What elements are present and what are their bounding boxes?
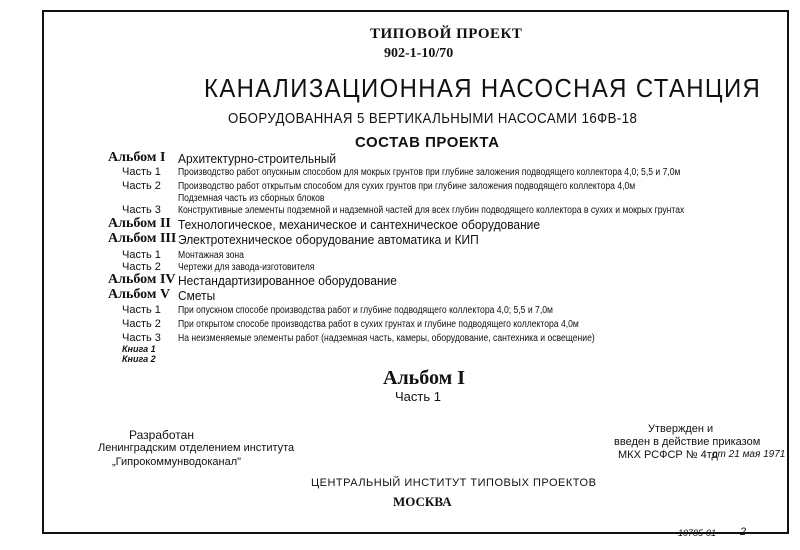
project-type: ТИПОВОЙ ПРОЕКТ xyxy=(370,26,523,42)
current-album: Альбом I xyxy=(383,367,466,389)
composition-heading: СОСТАВ ПРОЕКТА xyxy=(355,134,500,151)
part-text: Монтажная зона xyxy=(178,250,244,261)
album-text: Сметы xyxy=(178,288,216,303)
album-label: Альбом II xyxy=(108,216,171,231)
album-label: Альбом III xyxy=(108,231,177,246)
part-text: Подземная часть из сборных блоков xyxy=(178,193,325,204)
approval-line2: введен в действие приказом xyxy=(614,436,761,448)
part-label: Часть 2 xyxy=(122,180,161,192)
part-label: Часть 3 xyxy=(122,204,161,216)
approval-line3-prefix: МКХ РСФСР № 4тд xyxy=(618,449,718,461)
developer-line3: „Гипрокоммунводоканал" xyxy=(112,456,242,468)
part-text: Производство работ опускным способом для мокрых грунтов при глубине заложения подводящего коллектора 4,0; 5,5 и 7,0м xyxy=(178,167,681,178)
part-label: Часть 1 xyxy=(122,304,161,316)
city-name: МОСКВА xyxy=(393,494,452,509)
part-text: При открытом способе производства работ в сухих грунтах и глубине подводящего коллектора 4,0м xyxy=(178,319,579,330)
part-text: Конструктивные элементы подземной и надземной частей для всех глубин подводящего коллектора в сухих и мокрых грунтах xyxy=(178,205,685,216)
part-text: При опускном способе производства работ и глубине подводящего коллектора 4,0; 5,5 и 7,0м xyxy=(178,305,553,316)
approval-line1: Утвержден и xyxy=(648,423,714,435)
book-label: Книга 1 xyxy=(122,344,156,354)
part-label: Часть 1 xyxy=(122,249,161,261)
part-label: Часть 2 xyxy=(122,261,161,273)
approval-line3-date: от 21 мая 1971 xyxy=(712,449,786,460)
current-part: Часть 1 xyxy=(395,389,441,404)
part-text: Чертежи для завода-изготовителя xyxy=(178,262,315,273)
album-text: Нестандартизированное оборудование xyxy=(178,273,397,288)
part-text: На неизменяемые элементы работ (надземная часть, камеры, оборудование, сантехника и освещение) xyxy=(178,333,595,344)
stamp-number: 10785-01 xyxy=(678,528,717,538)
album-text: Технологическое, механическое и сантехническое оборудование xyxy=(178,217,541,232)
developer-line2: Ленинградским отделением института xyxy=(98,442,295,454)
page-number: 2 xyxy=(740,526,747,538)
project-number: 902-1-10/70 xyxy=(384,46,454,61)
document-title: КАНАЛИЗАЦИОННАЯ НАСОСНАЯ СТАНЦИЯ xyxy=(204,73,762,103)
part-text: Производство работ открытым способом для сухих грунтов при глубине заложения подводящего коллектора 4,0м xyxy=(178,181,636,192)
album-label: Альбом IV xyxy=(108,272,176,287)
developer-line1: Разработан xyxy=(129,428,194,442)
book-label: Книга 2 xyxy=(122,354,156,364)
institute-name: ЦЕНТРАЛЬНЫЙ ИНСТИТУТ ТИПОВЫХ ПРОЕКТОВ xyxy=(311,477,597,489)
album-label: Альбом V xyxy=(108,287,171,302)
album-text: Архитектурно-строительный xyxy=(178,151,337,166)
contents-list xyxy=(108,152,768,364)
part-label: Часть 3 xyxy=(122,332,161,344)
part-label: Часть 2 xyxy=(122,318,161,330)
album-text: Электротехническое оборудование автоматика и КИП xyxy=(178,232,479,247)
document-subtitle: ОБОРУДОВАННАЯ 5 ВЕРТИКАЛЬНЫМИ НАСОСАМИ 16ФВ-18 xyxy=(228,110,638,127)
album-label: Альбом I xyxy=(108,150,166,165)
part-label: Часть 1 xyxy=(122,166,161,178)
